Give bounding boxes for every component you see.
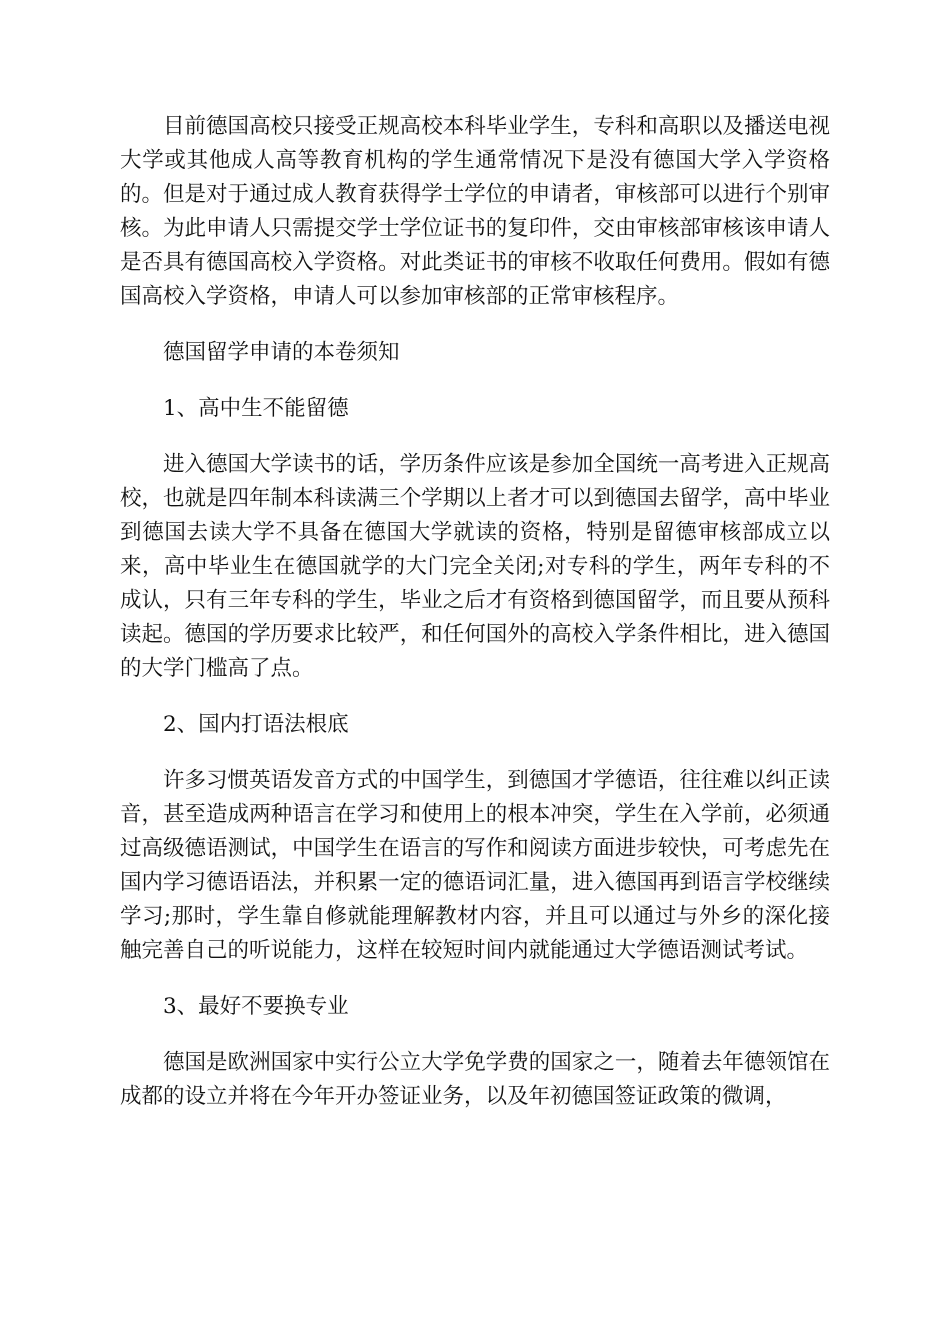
heading-section-1: 1、高中生不能留德 [163, 396, 349, 421]
heading-section-3: 3、最好不要换专业 [163, 994, 349, 1019]
paragraph-section-3: 德国是欧洲国家中实行公立大学免学费的国家之一，随着去年德领馆在成都的设立并将在今年开办签证业务，以及年初德国签证政策的微调， [120, 1050, 830, 1109]
heading-section-2: 2、国内打语法根底 [163, 712, 349, 737]
paragraph-section-1: 进入德国大学读书的话，学历条件应该是参加全国统一高考进入正规高校，也就是四年制本科读满三个学期以上者才可以到德国去留学，高中毕业到德国去读大学不具备在德国大学就读的资格，特别是留德审核部成立以来，高中毕业生在德国就学的大门完全关闭;对专科的学生，两年专科的不成认，只有三年专科的学生，毕业之后才有资格到德国留学，而且要从预科读起。德国的学历要求比较严，和任何国外的高校入学条件相比，进入德国的大学门槛高了点。 [120, 452, 830, 681]
heading-application-notes: 德国留学申请的本卷须知 [163, 340, 400, 365]
paragraph-section-2: 许多习惯英语发音方式的中国学生，到德国才学德语，往往难以纠正读音，甚至造成两种语言在学习和使用上的根本冲突，学生在入学前，必须通过高级德语测试，中国学生在语言的写作和阅读方面进步较快，可考虑先在国内学习德语语法，并积累一定的德语词汇量，进入德国再到语言学校继续学习;那时，学生靠自修就能理解教材内容，并且可以通过与外乡的深化接触完善自己的听说能力，这样在较短时间内就能通过大学德语测试考试。 [120, 768, 830, 963]
paragraph-admission-requirements: 目前德国高校只接受正规高校本科毕业学生，专科和高职以及播送电视大学或其他成人高等教育机构的学生通常情况下是没有德国大学入学资格的。但是对于通过成人教育获得学士学位的申请者，审核部可以进行个别审核。为此申请人只需提交学士学位证书的复印件，交由审核部审核该申请人是否具有德国高校入学资格。对此类证书的审核不收取任何费用。假如有德国高校入学资格，申请人可以参加审核部的正常审核程序。 [120, 114, 830, 309]
